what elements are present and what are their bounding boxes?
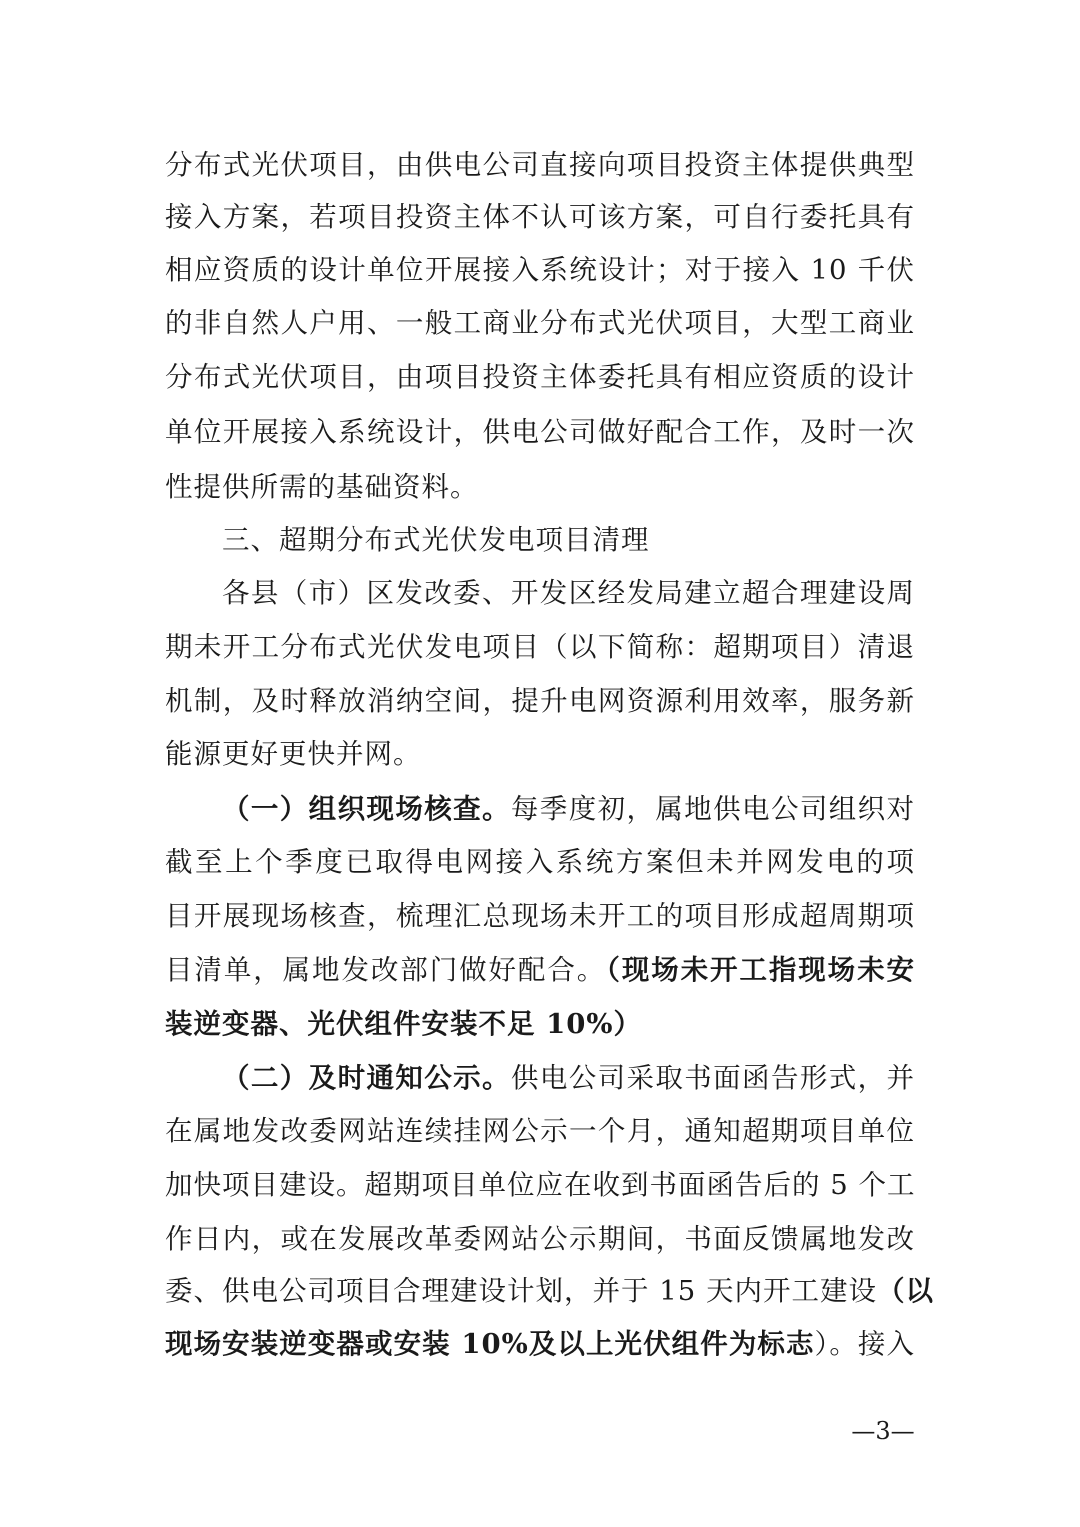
item-2-line-6-bold: 现场安装逆变器或安装 10%及以上光伏组件为标志 [165,1328,815,1360]
item-2-line-3: 加快项目建设。超期项目单位应在收到书面函告后的 5 个工 [165,1169,916,1201]
item-1-line-4 [165,944,915,996]
item-2-line-5-bold: （以 [876,1275,934,1307]
paragraph-b-line-2: 期未开工分布式光伏发电项目（以下简称：超期项目）清退 [165,631,915,663]
paragraph-b-line-3: 机制，及时释放消纳空间，提升电网资源利用效率，服务新 [165,685,915,717]
item-1-line-3: 目开展现场核查，梳理汇总现场未开工的项目形成超周期项 [165,900,915,932]
item-1-line-5-bold: 装逆变器、光伏组件安装不足 10%） [165,1008,642,1040]
page-number: —3— [851,1417,915,1445]
item-2-line-4: 作日内，或在发展改革委网站公示期间，书面反馈属地发改 [165,1223,915,1255]
item-2-line-5-text: 委、供电公司项目合理建设计划，并于 15 天内开工建设 [165,1275,877,1307]
item-1-line-4-text: 目清单，属地发改部门做好配合。 [165,954,607,986]
paragraph-a-line-6: 单位开展接入系统设计，供电公司做好配合工作，及时一次 [165,416,915,448]
paragraph-b-line-4: 能源更好更快并网。 [165,738,422,770]
item-1-title: （一）组织现场核查。 [222,793,511,825]
item-2-line-6 [165,1318,915,1370]
paragraph-a-line-5: 分布式光伏项目，由项目投资主体委托具有相应资质的设计 [165,361,915,393]
paragraph-a-line-4: 的非自然人户用、一般工商业分布式光伏项目，大型工商业 [165,307,915,339]
item-1-line-5 [165,998,915,1050]
item-2-line-1 [222,1052,915,1104]
paragraph-a-line-2: 接入方案，若项目投资主体不认可该方案，可自行委托具有 [165,201,915,233]
item-2-line-1-text: 供电公司采取书面函告形式，并 [510,1062,916,1094]
item-1-line-2: 截至上个季度已取得电网接入系统方案但未并网发电的项 [165,846,915,878]
paragraph-a-line-7: 性提供所需的基础资料。 [165,471,479,503]
item-2-line-6-text: ）。接入 [814,1328,915,1360]
paragraph-a-line-1: 分布式光伏项目，由供电公司直接向项目投资主体提供典型 [165,149,915,181]
paragraph-a-line-3: 相应资质的设计单位开展接入系统设计；对于接入 10 千伏 [165,254,915,286]
item-2-line-5 [165,1265,934,1317]
paragraph-b-line-1: 各县（市）区发改委、开发区经发局建立超合理建设周 [222,577,915,609]
section-heading: 三、超期分布式光伏发电项目清理 [222,524,650,556]
item-2-line-2: 在属地发改委网站连续挂网公示一个月，通知超期项目单位 [165,1115,915,1147]
item-1-line-1-text: 每季度初，属地供电公司组织对 [510,793,916,825]
item-2-title: （二）及时通知公示。 [222,1062,511,1094]
item-1-line-1 [222,783,915,835]
item-1-line-4-bold: （现场未开工指现场未安 [606,954,916,986]
